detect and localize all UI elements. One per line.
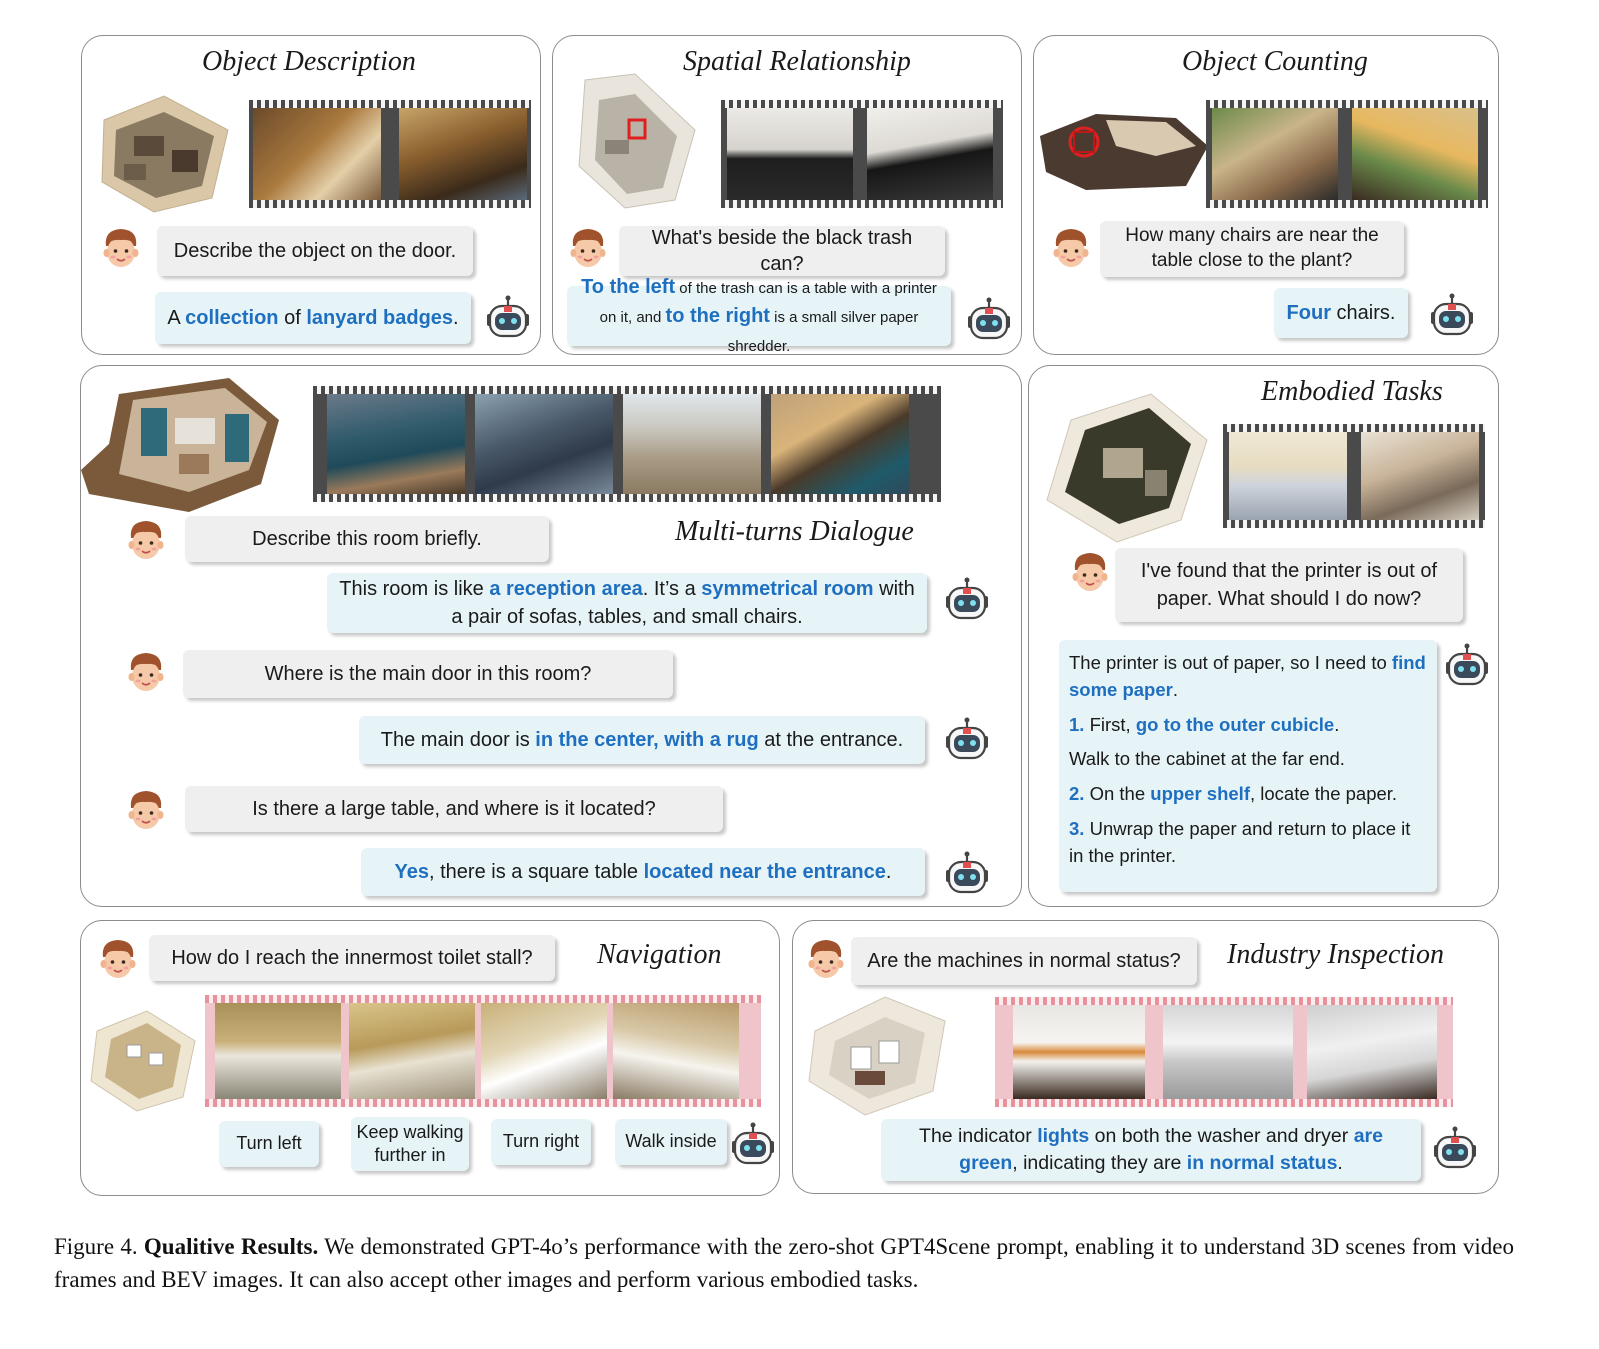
plan-step-3: 3. Unwrap the paper and return to place it in the printer. [1069, 818, 1411, 866]
video-frame [1229, 432, 1347, 520]
user-face-icon [567, 226, 609, 272]
agent-answer-bubble: This room is like a reception area. It’s a symmetrical room with a pair of sofas, tables, and small chairs. [327, 573, 927, 633]
robot-icon [486, 294, 530, 340]
bev-scene-image [79, 374, 285, 514]
user-face-icon [100, 226, 142, 272]
panel-title: Object Counting [1182, 46, 1368, 77]
video-frame [215, 1003, 341, 1099]
user-face-icon [1050, 226, 1092, 272]
video-frame [481, 1003, 607, 1099]
video-frames [721, 100, 1003, 208]
nav-step: Turn right [491, 1119, 591, 1165]
agent-answer-bubble: Yes, there is a square table located near the entrance. [361, 848, 925, 896]
video-frame [1361, 432, 1479, 520]
caption-text: We demonstrated GPT-4o’s performance with the zero-shot GPT4Scene prompt, enabling it to understand 3D scenes from video frames and BEV images. It can also accept other images and perform various embodied tasks. [54, 1234, 1514, 1292]
user-question-bubble: How many chairs are near the table close to the plant? [1100, 221, 1404, 277]
video-frame [1307, 1005, 1437, 1099]
robot-icon [731, 1121, 775, 1167]
nav-step: Walk inside [615, 1119, 727, 1165]
agent-answer-bubble: Four chairs. [1274, 288, 1408, 338]
panel-spatial-relationship [552, 35, 1022, 355]
nav-step: Turn left [219, 1121, 319, 1167]
nav-step: Keep walking further in [351, 1117, 469, 1171]
caption-label: Figure 4. [54, 1234, 138, 1259]
user-question-bubble: What's beside the black trash can? [619, 226, 945, 276]
panel-title: Industry Inspection [1227, 939, 1444, 970]
video-frame [1163, 1005, 1293, 1099]
user-face-icon [1069, 550, 1111, 596]
plan-intro: The printer is out of paper, so I need to find some paper. [1069, 652, 1426, 700]
user-face-icon [125, 518, 167, 564]
video-frame [867, 108, 993, 200]
plan-step-2: 2. On the upper shelf, locate the paper. [1069, 783, 1398, 805]
bev-scene-image [565, 70, 709, 212]
plan-step-1b: Walk to the cabinet at the far end. [1069, 748, 1345, 770]
robot-icon [945, 576, 989, 622]
agent-answer-bubble: The main door is in the center, with a rug at the entrance. [359, 716, 925, 764]
video-frame [1212, 108, 1338, 200]
plan-step-1: 1. First, go to the outer cubicle. [1069, 713, 1340, 735]
panel-title: Object Description [202, 46, 416, 77]
agent-answer-bubble: To the left of the trash can is a table with a printer on it, and to the right is a small silver paper shredder. [567, 286, 951, 346]
bev-scene-image [1041, 390, 1211, 544]
panel-navigation [80, 920, 780, 1196]
video-frame [623, 394, 761, 494]
video-frames [995, 997, 1453, 1107]
video-frame [475, 394, 613, 494]
panel-industry-inspection [792, 920, 1499, 1194]
panel-title: Navigation [597, 939, 722, 970]
user-question-bubble: Where is the main door in this room? [183, 650, 673, 698]
robot-icon [945, 850, 989, 896]
video-frames [1223, 424, 1485, 528]
user-face-icon [97, 937, 139, 983]
agent-answer-bubble: A collection of lanyard badges. [155, 292, 471, 344]
agent-answer-bubble: The indicator lights on both the washer and dryer are green, indicating they are in normal status. [881, 1119, 1421, 1181]
bev-scene-image [94, 90, 234, 214]
user-question-bubble: Describe this room briefly. [185, 516, 549, 562]
video-frames [313, 386, 941, 502]
user-face-icon [125, 650, 167, 696]
panel-object-description [81, 35, 541, 355]
user-face-icon [805, 937, 847, 983]
user-question-bubble: Is there a large table, and where is it located? [185, 786, 723, 832]
figure-caption [54, 1230, 1514, 1296]
user-face-icon [125, 788, 167, 834]
video-frame [349, 1003, 475, 1099]
panel-title: Embodied Tasks [1261, 376, 1443, 407]
bev-scene-image [1036, 106, 1210, 194]
video-frames [1206, 100, 1488, 208]
video-frame [613, 1003, 739, 1099]
robot-icon [967, 296, 1011, 342]
video-frames [249, 100, 531, 208]
user-question-bubble: Describe the object on the door. [157, 226, 473, 276]
panel-multi-turn-dialogue [80, 365, 1022, 907]
bev-scene-image [805, 991, 949, 1117]
video-frames [205, 995, 761, 1107]
panel-object-counting [1033, 35, 1499, 355]
user-question-bubble: How do I reach the innermost toilet stall? [149, 935, 555, 981]
video-frame [327, 394, 465, 494]
video-frame [399, 108, 527, 200]
agent-answer-bubble [1059, 640, 1437, 892]
panel-title: Multi-turns Dialogue [675, 516, 914, 547]
panel-title: Spatial Relationship [683, 46, 911, 77]
panel-embodied-tasks [1028, 365, 1499, 907]
video-frame [1013, 1005, 1145, 1099]
video-frame [771, 394, 909, 494]
robot-icon [1433, 1125, 1477, 1171]
caption-bold: Qualitive Results. [143, 1234, 319, 1259]
robot-icon [1445, 642, 1489, 688]
user-question-bubble: Are the machines in normal status? [851, 937, 1197, 985]
bev-scene-image [87, 1001, 199, 1113]
user-question-bubble: I've found that the printer is out of paper. What should I do now? [1115, 548, 1463, 622]
video-frame [1352, 108, 1478, 200]
video-frame [727, 108, 853, 200]
robot-icon [1430, 292, 1474, 338]
video-frame [253, 108, 381, 200]
robot-icon [945, 716, 989, 762]
